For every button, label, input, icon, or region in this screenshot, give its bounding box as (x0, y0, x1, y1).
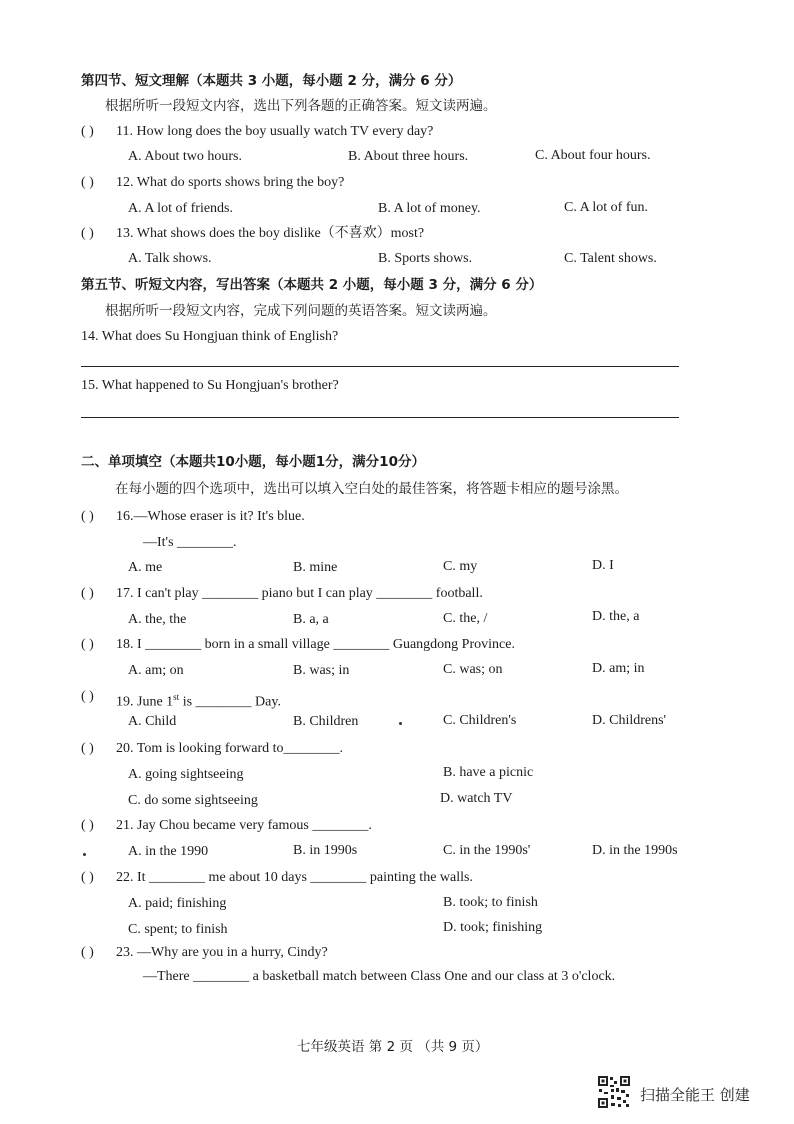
q11-option-a: A. About two hours. (128, 149, 242, 164)
q16-stem-reply: —It's ________. (143, 535, 237, 550)
q12-option-c: C. A lot of fun. (564, 200, 649, 215)
q22-option-d: D. took; finishing (443, 920, 543, 935)
q22-option-b: B. took; to finish (443, 895, 538, 910)
q21-option-a: A. in the 1990 (128, 844, 209, 859)
q22-option-c: C. spent; to finish (128, 922, 228, 937)
q12-answer-blank[interactable]: ( ) (81, 175, 94, 190)
q18-stem: 18. I ________ born in a small village ________ Guangdong Province. (116, 637, 515, 652)
q11-option-c: C. About four hours. (535, 148, 651, 163)
section5-title: 第五节、听短文内容，写出答案（本题共 2 小题，每小题 3 分，满分 6 分） (81, 277, 543, 293)
scanner-watermark: 扫描全能王 创建 (640, 1086, 750, 1104)
q12-option-a: A. A lot of friends. (128, 201, 233, 216)
q23-answer-blank[interactable]: ( ) (81, 945, 94, 960)
q13-option-c: C. Talent shows. (564, 251, 657, 266)
q22-option-a: A. paid; finishing (128, 896, 227, 911)
q20-answer-blank[interactable]: ( ) (81, 741, 94, 756)
q12-option-b: B. A lot of money. (378, 201, 481, 216)
q18-option-a: A. am; on (128, 663, 184, 678)
q20-option-a: A. going sightseeing (128, 767, 244, 782)
q19-option-c: C. Children's (443, 713, 517, 728)
q19-option-b: B. Children (293, 714, 359, 729)
q23-stem-reply: —There ________ a basketball match between Class One and our class at 3 o'clock. (143, 969, 616, 984)
q16-option-c: C. my (443, 559, 478, 574)
q19-stem-pre: 19. June 1 (116, 694, 174, 710)
q21-option-d: D. in the 1990s (592, 843, 678, 858)
q17-option-d: D. the, a (592, 609, 640, 624)
q21-option-b: B. in 1990s (293, 843, 358, 858)
q17-answer-blank[interactable]: ( ) (81, 586, 94, 601)
q13-stem: 13. What shows does the boy dislike（不喜欢）most? (116, 226, 425, 241)
q17-option-c: C. the, / (443, 611, 488, 626)
q19-stem-post: is ________ Day. (179, 694, 281, 710)
part2-instruction: 在每小题的四个选项中，选出可以填入空白处的最佳答案，将答题卡相应的题号涂黑。 (115, 481, 628, 497)
q21-option-c: C. in the 1990s' (443, 843, 531, 858)
q21-stem: 21. Jay Chou became very famous ________. (116, 818, 372, 833)
page-footer: 七年级英语 第 2 页 （共 9 页） (297, 1039, 489, 1055)
section4-title: 第四节、短文理解（本题共 3 小题，每小题 2 分，满分 6 分） (81, 73, 462, 89)
q15-stem: 15. What happened to Su Hongjuan's brother? (81, 378, 339, 393)
q13-option-b: B. Sports shows. (378, 251, 473, 266)
scan-speck (399, 722, 402, 725)
q22-answer-blank[interactable]: ( ) (81, 870, 94, 885)
q19-option-a: A. Child (128, 714, 177, 729)
q15-answer-line[interactable] (81, 417, 679, 418)
q18-answer-blank[interactable]: ( ) (81, 637, 94, 652)
q17-option-a: A. the, the (128, 612, 187, 627)
q11-stem: 11. How long does the boy usually watch TV every day? (116, 124, 434, 139)
q20-option-d: D. watch TV (440, 791, 513, 806)
q20-option-b: B. have a picnic (443, 765, 534, 780)
section5-instruction: 根据所听一段短文内容，完成下列问题的英语答案。短文读两遍。 (105, 303, 497, 319)
part2-title: 二、单项填空（本题共10小题，每小题1分，满分10分） (81, 454, 425, 470)
q14-answer-line[interactable] (81, 366, 679, 367)
q19-answer-blank[interactable]: ( ) (81, 689, 94, 704)
q11-option-b: B. About three hours. (348, 149, 469, 164)
q11-answer-blank[interactable]: ( ) (81, 124, 94, 139)
q18-option-b: B. was; in (293, 663, 350, 678)
q17-option-b: B. a, a (293, 612, 329, 627)
qr-code-icon (597, 1075, 631, 1109)
q20-option-c: C. do some sightseeing (128, 793, 258, 808)
q17-stem: 17. I can't play ________ piano but I can play ________ football. (116, 586, 483, 601)
q23-stem: 23. —Why are you in a hurry, Cindy? (116, 945, 328, 960)
q21-answer-blank[interactable]: ( ) (81, 818, 94, 833)
q16-option-d: D. I (592, 558, 614, 573)
q20-stem: 20. Tom is looking forward to________. (116, 741, 344, 756)
q18-option-c: C. was; on (443, 662, 503, 677)
q13-answer-blank[interactable]: ( ) (81, 226, 94, 241)
q16-option-b: B. mine (293, 560, 338, 575)
q12-stem: 12. What do sports shows bring the boy? (116, 175, 345, 190)
scan-speck (83, 853, 86, 856)
q16-option-a: A. me (128, 560, 163, 575)
section4-instruction: 根据所听一段短文内容，选出下列各题的正确答案。短文读两遍。 (105, 98, 497, 114)
q14-stem: 14. What does Su Hongjuan think of English? (81, 329, 339, 344)
q19-stem (116, 688, 281, 712)
q16-answer-blank[interactable]: ( ) (81, 509, 94, 524)
q18-option-d: D. am; in (592, 661, 645, 676)
q19-option-d: D. Childrens' (592, 713, 667, 728)
q13-option-a: A. Talk shows. (128, 251, 212, 266)
q16-stem: 16.—Whose eraser is it? It's blue. (116, 509, 305, 524)
q22-stem: 22. It ________ me about 10 days ________ painting the walls. (116, 870, 473, 885)
q19-stem-sup: st (173, 692, 180, 702)
